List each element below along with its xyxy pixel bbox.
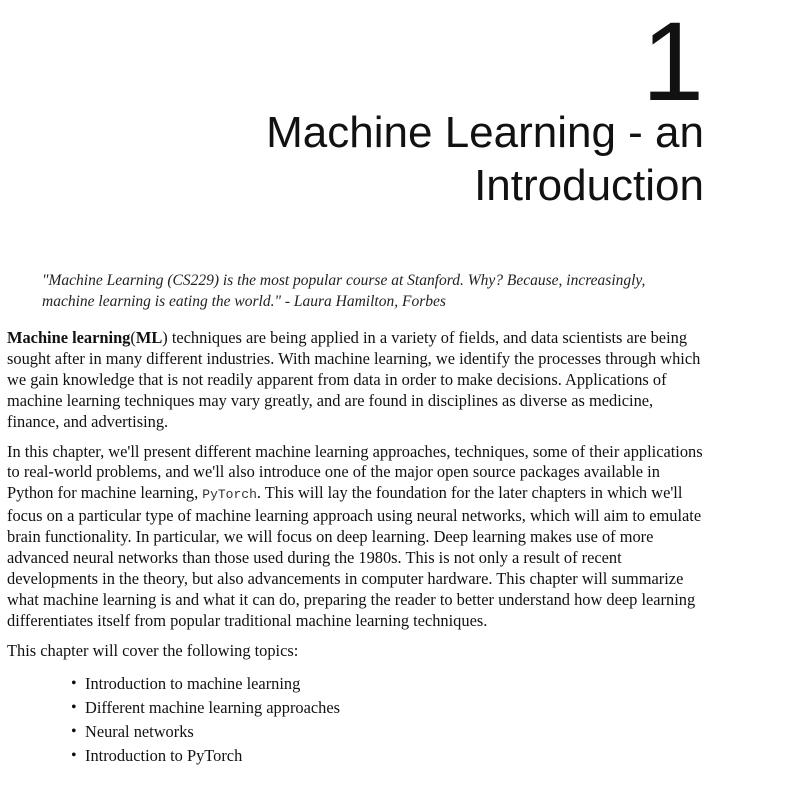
term-abbreviation: ML — [135, 328, 163, 347]
term-machine-learning: Machine learning — [7, 328, 131, 347]
epigraph-quote: "Machine Learning (CS229) is the most popular course at Stanford. Why? Because, increasingly, machine learning is eating the world." - Laura Hamilton, Forbes — [42, 272, 646, 310]
topics-list — [7, 672, 707, 768]
code-pytorch: PyTorch — [202, 487, 257, 503]
chapter-overview-paragraph — [7, 442, 707, 632]
list-item: • Neural networks — [85, 720, 707, 744]
intro-paragraph-text: ) techniques are being applied in a variety of fields, and data scientists are being sought after in many different industries. With machine learning, we identify the processes through which we gain knowledge that is not readily apparent from data in order to make decisions. Applications of machine learning techniques may vary greatly, and are found in disciplines as diverse as medicine, finance, and advertising. — [7, 328, 701, 431]
list-item: • Different machine learning approaches — [85, 696, 707, 720]
chapter-body — [7, 328, 707, 768]
chapter-number: 1 — [641, 0, 704, 124]
list-item: • Introduction to machine learning — [85, 672, 707, 696]
abbr-open-paren: ( — [130, 328, 136, 347]
intro-paragraph — [7, 328, 707, 433]
topics-intro-paragraph: This chapter will cover the following topics: — [7, 640, 299, 660]
list-item: • Introduction to PyTorch — [85, 744, 707, 768]
overview-text-after: . This will lay the foundation for the later chapters in which we'll focus on a particular type of machine learning approach using neural networks, which will aim to emulate brain functionality. In particular, we will focus on deep learning. Deep learning makes use of more advanced neural networks than those used during the 1980s. This is not only a result of recent developments in the theory, but also advancements in computer hardware. This chapter will summarize what machine learning is and what it can do, preparing the reader to better understand how deep learning differentiates itself from popular traditional machine learning techniques. — [7, 483, 702, 630]
overview-text-before: In this chapter, we'll present different machine learning approaches, techniques, some of their applications to real-world problems, and we'll also introduce one of the major open source packages available in Python for machine learning, — [7, 441, 703, 503]
chapter-title: Machine Learning - an Introduction — [266, 108, 704, 210]
